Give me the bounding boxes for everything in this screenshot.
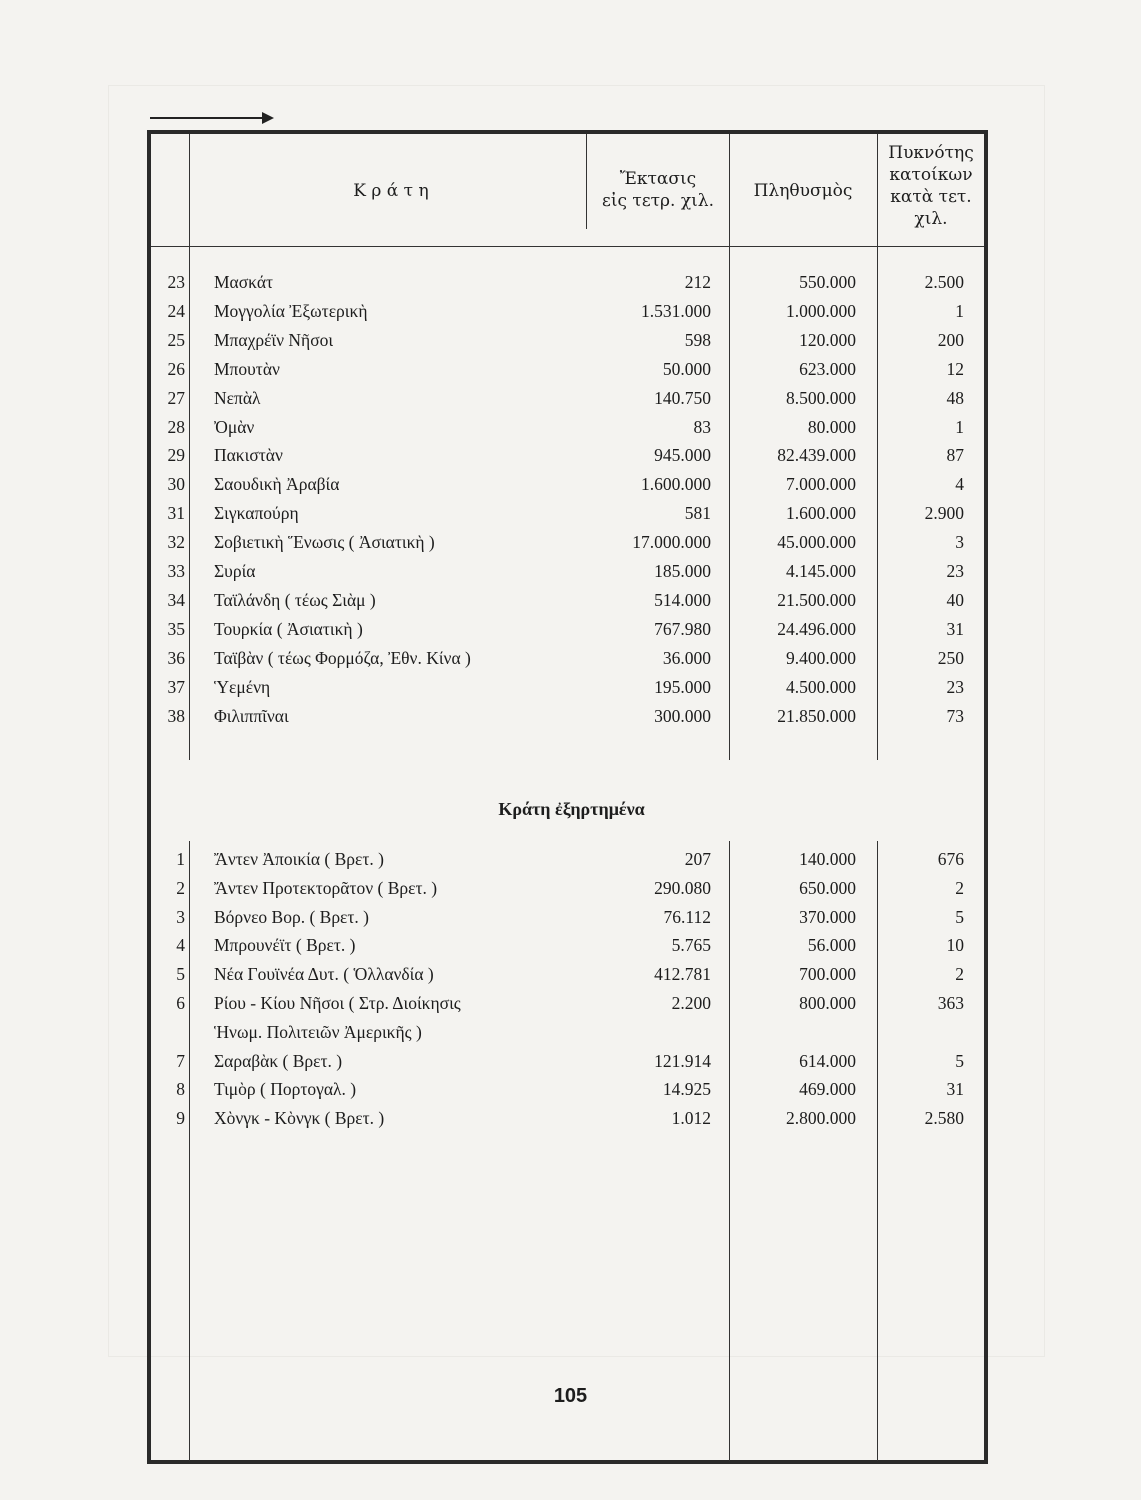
row-area: 1.531.000 (641, 300, 711, 321)
row-area: 185.000 (654, 561, 711, 581)
row-area: 945.000 (654, 445, 711, 466)
row-state-name: Συρία (214, 561, 256, 581)
row-state-name: Ταϊλάνδη ( τέως Σιὰμ ) (214, 589, 376, 610)
row-density: 73 (946, 705, 964, 726)
row-state-name: Μπρουνέϊτ ( Βρετ. ) (214, 935, 356, 956)
row-number: 9 (176, 1108, 185, 1129)
row-population: 370.000 (799, 906, 856, 927)
row-number: 29 (167, 445, 185, 466)
row-number: 35 (167, 618, 185, 639)
page-number: 105 (553, 1385, 588, 1407)
table-row (151, 503, 992, 532)
table-row (151, 878, 992, 907)
row-state-name: Μογγολία Ἐξωτερικὴ (214, 300, 368, 321)
row-area: 1.012 (671, 1108, 711, 1129)
row-density: 4 (955, 474, 964, 495)
row-state-name: Τουρκία ( Ἀσιατικὴ ) (214, 618, 363, 639)
row-population: 1.000.000 (786, 300, 856, 321)
row-area: 17.000.000 (632, 532, 711, 553)
row-density: 200 (937, 329, 964, 350)
row-density: 23 (946, 561, 964, 581)
row-population: 21.500.000 (777, 589, 856, 610)
table-row (151, 907, 992, 936)
row-population: 800.000 (799, 993, 856, 1013)
row-number: 34 (167, 589, 185, 610)
row-number: 30 (167, 474, 185, 495)
header-density-line1: Πυκνότης (888, 143, 974, 163)
row-state-name: Ταϊβὰν ( τέως Φορμόζα, Ἐθν. Κίνα ) (214, 647, 471, 668)
table-row (151, 964, 992, 993)
row-density: 12 (946, 358, 964, 379)
row-density: 1 (955, 416, 964, 437)
table-row (151, 532, 992, 561)
row-state-name: Μπουτὰν (214, 358, 280, 379)
header-rule (151, 246, 984, 247)
row-area: 290.080 (654, 877, 711, 898)
row-state-name: Νέα Γουϊνέα Δυτ. ( Ὁλλανδία ) (214, 964, 434, 985)
row-number: 24 (167, 300, 185, 321)
row-population: 623.000 (799, 358, 856, 379)
row-area: 212 (684, 272, 711, 292)
table-row (151, 561, 992, 590)
row-density: 1 (955, 300, 964, 321)
row-number: 28 (167, 416, 185, 437)
table-row (151, 590, 992, 619)
row-population: 614.000 (799, 1050, 856, 1071)
table-row (151, 935, 992, 964)
header-states: Κ ρ ά τ η (353, 181, 429, 201)
row-state-name: Βόρνεο Βορ. ( Βρετ. ) (214, 906, 370, 927)
row-population: 21.850.000 (777, 705, 856, 726)
row-state-name: Ρίου - Κίου Νῆσοι ( Στρ. Διοίκησις (214, 993, 461, 1013)
row-state-name: Τιμὸρ ( Πορτογαλ. ) (214, 1079, 357, 1100)
table-row (151, 417, 992, 446)
table-row (151, 301, 992, 330)
row-density: 5 (955, 1050, 964, 1071)
table-row (151, 1079, 992, 1108)
row-population: 2.800.000 (786, 1108, 856, 1129)
header-area (588, 168, 728, 212)
row-number: 1 (176, 849, 185, 869)
row-area: 581 (684, 503, 711, 524)
table-row (151, 706, 992, 735)
row-density: 3 (955, 532, 964, 553)
row-number: 27 (167, 387, 185, 408)
row-state-name: Σοβιετικὴ Ἕνωσις ( Ἀσιατικὴ ) (214, 532, 435, 553)
row-population: 469.000 (799, 1079, 856, 1100)
row-area: 36.000 (662, 647, 711, 668)
row-number: 37 (167, 676, 185, 697)
row-population: 700.000 (799, 964, 856, 985)
rule-area-column (586, 134, 587, 229)
row-area: 83 (693, 416, 711, 437)
row-density: 363 (937, 993, 964, 1013)
row-state-name: Μασκάτ (214, 272, 274, 292)
arrow-right-icon (150, 117, 268, 119)
row-number: 4 (176, 935, 185, 956)
row-area: 50.000 (662, 358, 711, 379)
table-row (151, 1022, 992, 1051)
row-area: 300.000 (654, 705, 711, 726)
header-population: Πληθυσμὸς (753, 181, 853, 201)
row-density: 40 (946, 589, 964, 610)
row-state-name: Νεπὰλ (214, 387, 261, 408)
row-number: 5 (176, 964, 185, 985)
row-area: 121.914 (654, 1050, 711, 1071)
table-row (151, 849, 992, 878)
row-area: 140.750 (654, 387, 711, 408)
row-state-name: Ὑεμένη (214, 676, 271, 697)
row-state-name: Ὀμὰν (214, 416, 255, 437)
table-row (151, 474, 992, 503)
row-state-name: Σαουδικὴ Ἀραβία (214, 474, 340, 495)
row-population: 4.145.000 (786, 561, 856, 581)
row-area: 412.781 (654, 964, 711, 985)
row-area: 207 (684, 849, 711, 869)
row-density: 2.500 (924, 272, 964, 292)
row-density: 23 (946, 676, 964, 697)
row-population: 56.000 (807, 935, 856, 956)
row-number: 2 (176, 877, 185, 898)
row-population: 650.000 (799, 877, 856, 898)
row-state-name: Φιλιππῖναι (214, 705, 289, 726)
row-area: 514.000 (654, 589, 711, 610)
row-state-name: Σαραβὰκ ( Βρετ. ) (214, 1050, 343, 1071)
table-row (151, 677, 992, 706)
header-area-line2: εἰς τετρ. χιλ. (602, 191, 714, 211)
row-area: 1.600.000 (641, 474, 711, 495)
row-density: 31 (946, 618, 964, 639)
row-density: 2.580 (924, 1108, 964, 1129)
row-area: 5.765 (671, 935, 711, 956)
row-density: 2.900 (924, 503, 964, 524)
row-number: 7 (176, 1050, 185, 1071)
row-density: 676 (937, 849, 964, 869)
row-population: 9.400.000 (786, 647, 856, 668)
section-title: Κράτη ἐξηρτημένα (498, 799, 645, 819)
row-number: 38 (167, 705, 185, 726)
row-population: 82.439.000 (777, 445, 856, 466)
row-state-name: Ἄντεν Προτεκτορᾶτον ( Βρετ. ) (214, 877, 438, 898)
row-population: 8.500.000 (786, 387, 856, 408)
row-density: 31 (946, 1079, 964, 1100)
row-area: 2.200 (671, 993, 711, 1013)
row-number: 8 (176, 1079, 185, 1100)
row-population: 4.500.000 (786, 676, 856, 697)
header-density-line2: κατοίκων (889, 165, 973, 185)
row-number: 25 (167, 329, 185, 350)
row-density: 2 (955, 964, 964, 985)
row-number: 3 (176, 906, 185, 927)
row-number: 31 (167, 503, 185, 524)
table-row (151, 330, 992, 359)
table-row (151, 648, 992, 677)
table-row (151, 619, 992, 648)
row-number: 32 (167, 532, 185, 553)
row-number: 26 (167, 358, 185, 379)
row-density: 2 (955, 877, 964, 898)
row-state-name: Ἡνωμ. Πολιτειῶν Ἀμερικῆς ) (214, 1021, 422, 1042)
row-density: 250 (937, 647, 964, 668)
row-population: 1.600.000 (786, 503, 856, 524)
table-row (151, 445, 992, 474)
row-density: 48 (946, 387, 964, 408)
row-area: 195.000 (654, 676, 711, 697)
row-number: 6 (176, 993, 185, 1013)
header-area-line1: Ἔκτασις (619, 169, 697, 189)
table-row (151, 1108, 992, 1137)
row-population: 7.000.000 (786, 474, 856, 495)
row-area: 14.925 (662, 1079, 711, 1100)
row-population: 80.000 (807, 416, 856, 437)
row-state-name: Πακιστὰν (214, 445, 283, 466)
row-state-name: Ἄντεν Ἀποικία ( Βρετ. ) (214, 849, 384, 869)
row-state-name: Μπαχρέϊν Νῆσοι (214, 329, 334, 350)
header-density (878, 142, 984, 230)
row-area: 76.112 (663, 906, 711, 927)
table-row (151, 359, 992, 388)
row-number: 36 (167, 647, 185, 668)
row-number: 33 (167, 561, 185, 581)
table-row (151, 1051, 992, 1080)
table-row (151, 272, 992, 301)
row-population: 120.000 (799, 329, 856, 350)
row-population: 24.496.000 (777, 618, 856, 639)
row-population: 140.000 (799, 849, 856, 869)
statistics-table (147, 130, 988, 1464)
row-density: 87 (946, 445, 964, 466)
row-state-name: Σιγκαπούρη (214, 503, 299, 524)
header-density-line4: χιλ. (914, 209, 948, 229)
row-density: 10 (946, 935, 964, 956)
table-row (151, 993, 992, 1022)
row-population: 45.000.000 (777, 532, 856, 553)
row-state-name: Χὸνγκ - Κὸνγκ ( Βρετ. ) (214, 1108, 385, 1129)
row-population: 550.000 (799, 272, 856, 292)
table-row (151, 388, 992, 417)
row-number: 23 (167, 272, 185, 292)
row-area: 598 (684, 329, 711, 350)
row-density: 5 (955, 906, 964, 927)
header-density-line3: κατὰ τετ. (890, 187, 972, 207)
row-area: 767.980 (654, 618, 711, 639)
